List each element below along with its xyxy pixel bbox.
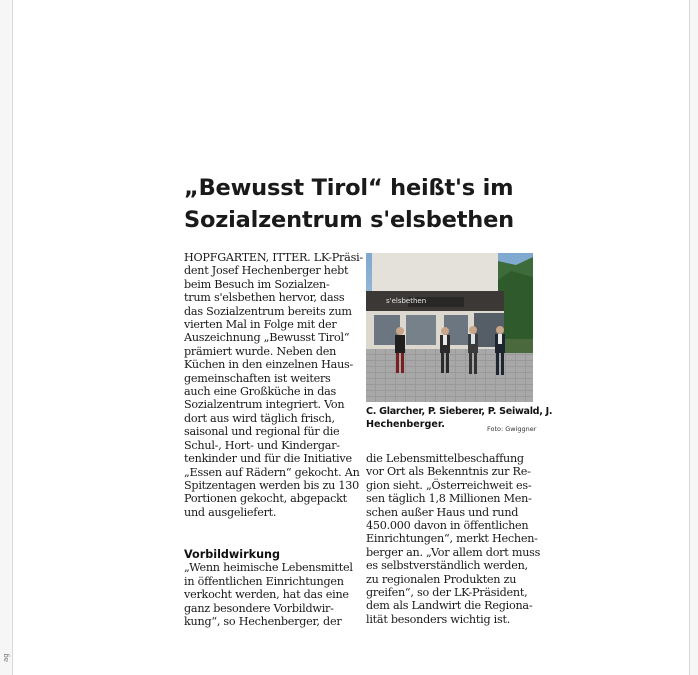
body-text-line: vierten Mal in Folge mit der xyxy=(184,318,337,332)
newspaper-page xyxy=(12,0,690,675)
caption-line-2: Hechenberger. xyxy=(366,419,445,430)
article-column-left xyxy=(184,251,363,519)
body-text-line: prämiert wurde. Neben den xyxy=(184,344,337,358)
body-text-line: tenkinder und für die Initiative xyxy=(184,452,352,466)
article-headline xyxy=(184,172,544,236)
body-text-line: berger an. „Vor allem dort muss xyxy=(366,545,541,559)
body-text-line: Einrichtungen“, merkt Hechen- xyxy=(366,532,538,546)
body-text-line: „Essen auf Rädern“ gekocht. An xyxy=(184,465,360,479)
body-text-line: das Sozialzentrum bereits zum xyxy=(184,304,352,318)
body-text-line: ganz besondere Vorbildwir- xyxy=(184,601,334,615)
body-text-line: Sozialzentrum integriert. Von xyxy=(184,398,345,412)
subheading: Vorbildwirkung xyxy=(184,548,280,561)
body-text-line: gion sieht. „Österreichweit es- xyxy=(366,478,532,492)
body-text-line: Auszeichnung „Bewusst Tirol“ xyxy=(184,331,350,345)
body-text-line: lität besonders wichtig ist. xyxy=(366,612,511,626)
photo-credit: Foto: Gwiggner xyxy=(487,425,537,433)
body-text-line: dent Josef Hechenberger hebt xyxy=(184,264,349,278)
body-text-line: trum s'elsbethen hervor, dass xyxy=(184,291,345,305)
body-text-line: Portionen gekocht, abgepackt xyxy=(184,492,347,506)
body-text-line: „Wenn heimische Lebensmittel xyxy=(184,561,353,575)
article-photo xyxy=(366,253,533,402)
caption-line-1: C. Glarcher, P. Sieberer, P. Seiwald, J. xyxy=(366,406,553,417)
subheading-paragraph xyxy=(184,561,354,628)
body-text-line: auch eine Großküche in das xyxy=(184,385,337,399)
photo-illustration xyxy=(366,253,533,402)
article-column-right xyxy=(366,452,541,626)
body-text-line: die Lebensmittelbeschaffung xyxy=(366,452,524,465)
body-text-line: kung“, so Hechenberger, der xyxy=(184,615,342,629)
headline-line-1: „Bewusst Tirol“ heißt's im xyxy=(184,175,514,201)
body-text-line: beim Besuch im Sozialzen- xyxy=(184,277,330,291)
body-text-line: zu regionalen Produkten zu xyxy=(366,572,517,586)
body-text-line: Schul-, Hort- und Kindergar- xyxy=(184,438,340,452)
article-column-left-continued xyxy=(184,548,354,628)
body-text-line: es selbstverständlich werden, xyxy=(366,559,528,573)
body-text-line: und ausgeliefert. xyxy=(184,505,277,519)
headline-line-2: Sozialzentrum s'elsbethen xyxy=(184,207,514,233)
body-text-line: in öffentlichen Einrichtungen xyxy=(184,574,344,588)
body-text-line: sen täglich 1,8 Millionen Men- xyxy=(366,492,532,506)
body-text-line: HOPFGARTEN, ITTER. LK-Präsi- xyxy=(184,251,363,264)
body-text-line: Küchen in den einzelnen Haus- xyxy=(184,358,354,372)
margin-tag: ag xyxy=(2,653,10,662)
body-text-line: vor Ort als Bekenntnis zur Re- xyxy=(366,465,531,479)
building-sign-text: s'elsbethen xyxy=(386,297,427,305)
body-text-line: greifen“, so der LK-Präsident, xyxy=(366,586,528,600)
body-text-line: Spitzentagen werden bis zu 130 xyxy=(184,478,359,492)
body-text-line: verkocht werden, hat das eine xyxy=(184,588,349,602)
body-text-line: saisonal und regional für die xyxy=(184,425,340,439)
body-text-line: dem als Landwirt die Regiona- xyxy=(366,599,533,613)
body-text-line: 450.000 davon in öffentlichen xyxy=(366,519,529,533)
body-text-line: gemeinschaften ist weiters xyxy=(184,371,331,385)
body-text-line: dort aus wird täglich frisch, xyxy=(184,411,335,425)
body-text-line: schen außer Haus und rund xyxy=(366,505,519,519)
